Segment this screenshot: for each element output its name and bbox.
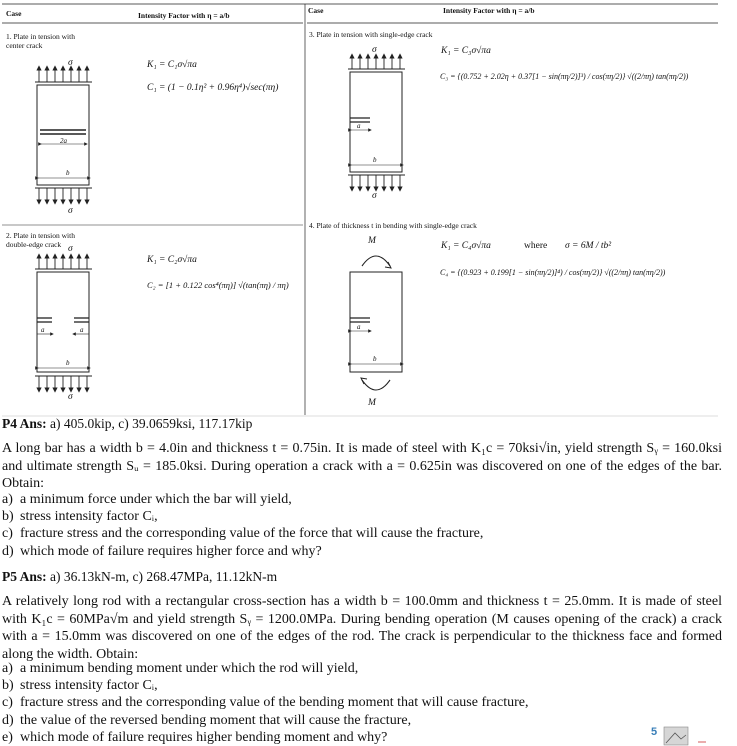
list-item: b) stress intensity factor Cᵢ, (2, 509, 158, 525)
case1-formula-k: K₁ = C₁σ√πa (147, 60, 197, 70)
list-item: d) which mode of failure requires higher force and why? (2, 543, 322, 559)
case1-sigma-bottom: σ (68, 206, 73, 216)
case4-formula-k: K₁ = C₄σ√πa (441, 241, 491, 251)
case2-crack-dim-left: a (41, 326, 45, 334)
case1-width-dim: b (66, 169, 70, 177)
case4-formula-c: C₄ = {(0.923 + 0.199[1 − sin(πη/2)]⁴) / cos(πη/2)} √((2/πη) tan(πη/2)) (440, 268, 666, 277)
p5-answer (2, 569, 277, 585)
case4-where: where (524, 241, 548, 251)
case3-formula-c: C₃ = {(0.752 + 2.02η + 0.37[1 − sin(πη/2)]³) / cos(πη/2)} √((2/πη) tan(πη/2)) (440, 72, 689, 81)
case1-label: 1. Plate in tension with center crack (6, 32, 75, 50)
page-number: 5 (651, 726, 658, 738)
p5-answer-label: P5 Ans: (2, 569, 47, 584)
case3-sigma-bottom: σ (372, 191, 377, 201)
case1-crack-dim: 2a (60, 137, 67, 145)
col-factor-header-2: Intensity Factor with η = a/b (443, 6, 535, 15)
case3-crack-dim: a (357, 122, 361, 130)
case2-formula-c: C₂ = [1 + 0.122 cos⁴(πη)] √(tan(πη) / πη) (147, 280, 289, 290)
col-factor-header: Intensity Factor with η = a/b (138, 11, 230, 20)
case2-label: 2. Plate in tension with double-edge crack (6, 231, 75, 249)
col-case-header: Case (6, 9, 22, 18)
list-item: d) the value of the reversed bending moment that will cause the fracture, (2, 712, 412, 728)
case3-sigma-top: σ (372, 45, 377, 55)
case4-label: 4. Plate of thickness t in bending with single-edge crack (309, 221, 477, 230)
case1-diagram (35, 68, 92, 202)
list-item: a) a minimum force under which the bar will yield, (2, 492, 292, 507)
p4-answer-label: P4 Ans: (2, 416, 47, 431)
p5-statement: A relatively long rod with a rectangular cross-section has a width b = 100.0mm and thickness t = 25.0mm. It is made of steel with K₁c = 60MPa√m and yield strength Sᵧ = 1200.0MPa. During bending operation (M causes opening of the crack) a crack with a = 15.0mm was discovered on one of the edges of the rod. The crack is perpendicular to the thickness face and formed along the width. Obtain: (2, 594, 722, 662)
case2-sigma-top: σ (68, 244, 73, 254)
p5-answer-values: a) 36.13kN-m, c) 268.47MPa, 11.12kN-m (50, 569, 278, 584)
list-item: c) fracture stress and the corresponding value of the force that will cause the fracture, (2, 526, 484, 542)
p4-statement: A long bar has a width b = 4.0in and thickness t = 0.75in. It is made of steel with K₁c = 70ksi√in, yield strength Sᵧ = 160.0ksi and ultimate strength Sᵤ = 185.0ksi. During operation a crack with a = 0.625in was discovered on one of the edges of the bar. Obtain: (2, 441, 722, 492)
case2-diagram (35, 256, 92, 390)
case3-label: 3. Plate in tension with single-edge crack (309, 30, 433, 39)
case3-formula-k: K₁ = C₃σ√πa (441, 46, 491, 56)
case1-formula-c: C₁ = (1 − 0.1η² + 0.96η⁴)√sec(πη) (147, 83, 279, 93)
case3-width-dim: b (373, 156, 377, 164)
case4-moment-bottom: M (368, 398, 376, 408)
p4-items (2, 491, 722, 560)
p4-answer-values: a) 405.0kip, c) 39.0659ksi, 117.17kip (50, 416, 253, 431)
list-item: e) which mode of failure requires higher bending moment and why? (2, 729, 388, 745)
case2-sigma-bottom: σ (68, 392, 73, 402)
case4-sigma-def: σ = 6M / tb² (565, 241, 612, 251)
case1-sigma-top: σ (68, 58, 73, 68)
list-item: a) a minimum bending moment under which the rod will yield, (2, 661, 359, 676)
case2-crack-dim-right: a (80, 326, 84, 334)
case4-crack-dim: a (357, 323, 361, 331)
p4-answer (2, 416, 252, 432)
case4-width-dim: b (373, 355, 377, 363)
case4-moment-top: M (368, 236, 376, 246)
list-item: b) stress intensity factor Cᵢ, (2, 678, 158, 694)
col-case-header-2: Case (308, 6, 324, 15)
case2-formula-k: K₁ = C₂σ√πa (147, 255, 197, 265)
p5-items (2, 660, 722, 746)
list-item: c) fracture stress and the corresponding value of the bending moment that will cause fracture, (2, 695, 529, 711)
case2-width-dim: b (66, 359, 70, 367)
